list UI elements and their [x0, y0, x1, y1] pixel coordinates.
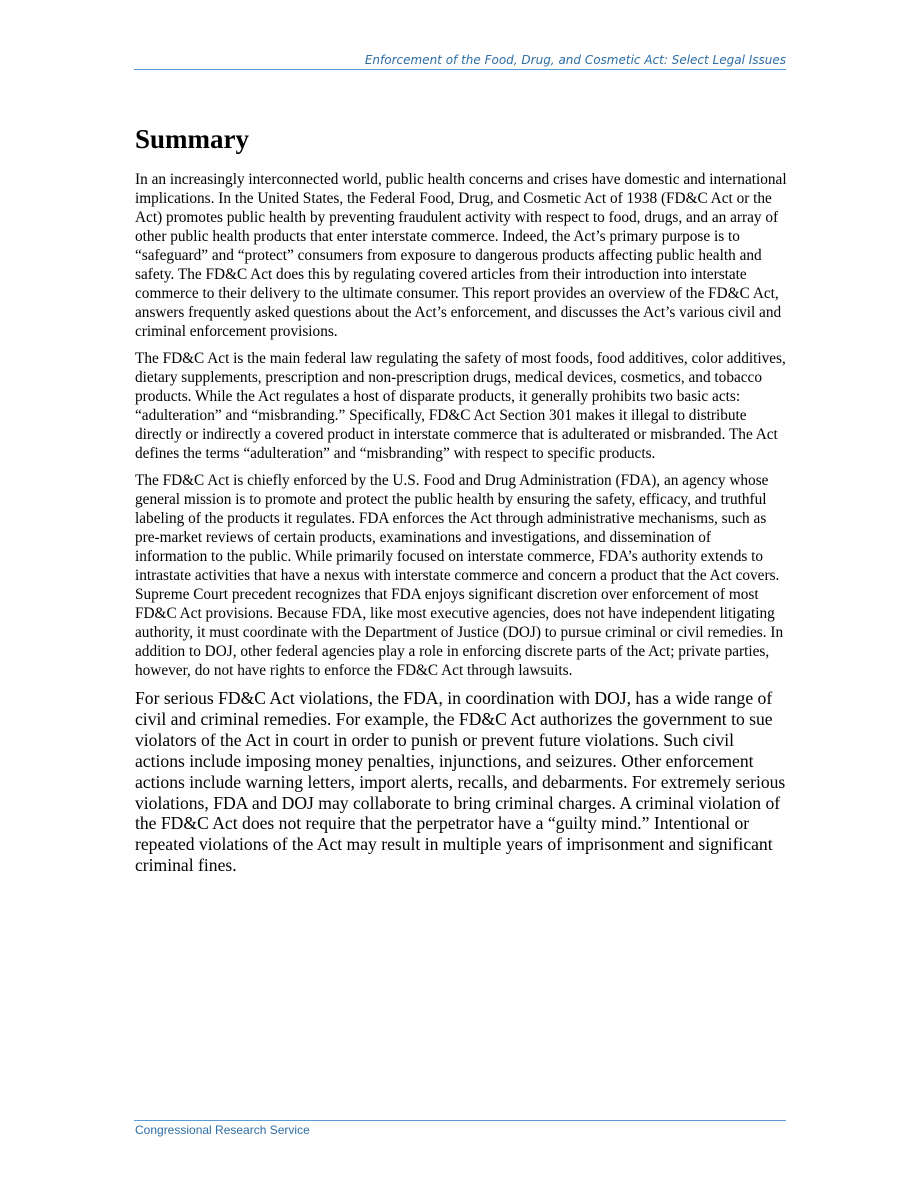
summary-paragraph-1: In an increasingly interconnected world, public health concerns and crises have domestic and international implications. In the United States, the Federal Food, Drug, and Cosmetic Act of 1938 (FD&C Act or the Act) promotes public health by preventing fraudulent activity with respect to food, drugs, and an array of other public health products that enter interstate commerce. Indeed, the Act’s primary purpose is to “safeguard” and “protect” consumers from exposure to dangerous products affecting public health and safety. The FD&C Act does this by regulating covered articles from their introduction into interstate commerce to their delivery to the ultimate consumer. This report provides an overview of the FD&C Act, answers frequently asked questions about the Act’s enforcement, and discusses the Act’s various civil and criminal enforcement provisions. [135, 171, 787, 340]
summary-paragraph-4: For serious FD&C Act violations, the FDA, in coordination with DOJ, has a wide range of civil and criminal remedies. For example, the FD&C Act authorizes the government to sue violators of the Act in court in order to punish or prevent future violations. Such civil actions include imposing money penalties, injunctions, and seizures. Other enforcement actions include warning letters, import alerts, recalls, and debarments. For extremely serious violations, FDA and DOJ may collaborate to bring criminal charges. A criminal violation of the FD&C Act does not require that the perpetrator have a “guilty mind.” Intentional or repeated violations of the Act may result in multiple years of imprisonment and significant criminal fines. [135, 688, 786, 876]
summary-body [135, 170, 787, 884]
footer-divider [134, 1120, 786, 1121]
section-heading: Summary [135, 124, 249, 154]
running-footer-text: Congressional Research Service [135, 1123, 310, 1137]
summary-paragraph-2: The FD&C Act is the main federal law regulating the safety of most foods, food additives, color additives, dietary supplements, prescription and non-prescription drugs, medical devices, cosmetics, and tobacco products. While the Act regulates a host of disparate products, it generally prohibits two basic acts: “adulteration” and “misbranding.” Specifically, FD&C Act Section 301 makes it illegal to distribute directly or indirectly a covered product in interstate commerce that is adulterated or misbranded. The Act defines the terms “adulteration” and “misbranding” with respect to specific products. [135, 350, 786, 462]
summary-paragraph-3: The FD&C Act is chiefly enforced by the U.S. Food and Drug Administration (FDA), an agency whose general mission is to promote and protect the public health by ensuring the safety, efficacy, and truthful labeling of the products it regulates. FDA enforces the Act through administrative mechanisms, such as pre-market reviews of certain products, examinations and investigations, and dissemination of information to the public. While primarily focused on interstate commerce, FDA’s authority extends to intrastate activities that have a nexus with interstate commerce and concern a product that the Act covers. Supreme Court precedent recognizes that FDA enjoys significant discretion over enforcement of most FD&C Act provisions. Because FDA, like most executive agencies, does not have independent litigating authority, it must coordinate with the Department of Justice (DOJ) to pursue criminal or civil remedies. In addition to DOJ, other federal agencies play a role in enforcing discrete parts of the Act; private parties, however, do not have rights to enforce the FD&C Act through lawsuits. [135, 472, 784, 679]
running-header-title: Enforcement of the Food, Drug, and Cosmetic Act: Select Legal Issues [364, 53, 786, 67]
header-divider [134, 69, 786, 70]
